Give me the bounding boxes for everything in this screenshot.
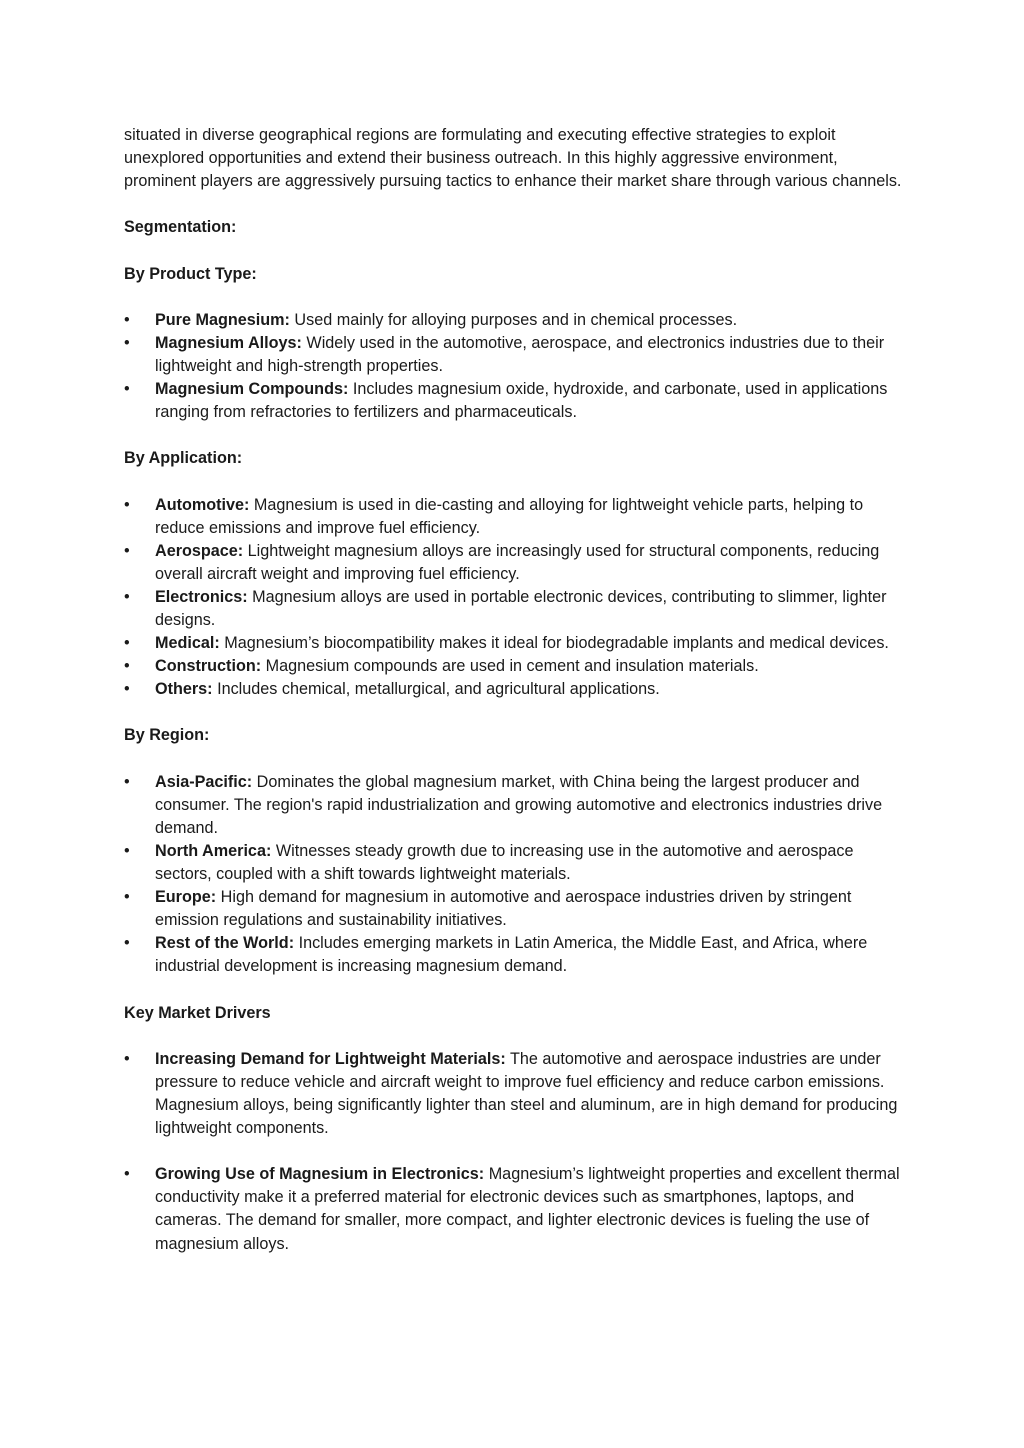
drivers-heading: Key Market Drivers bbox=[124, 1003, 271, 1022]
item-term: Growing Use of Magnesium in Electronics: bbox=[155, 1165, 485, 1184]
item-text: Includes chemical, metallurgical, and agricultural applications. bbox=[212, 680, 660, 699]
bullet-icon: • bbox=[124, 657, 130, 676]
item-text: Dominates the global magnesium market, with China being the largest producer and consumer. The region's rapid industrialization and growing automotive and electronics industries drive demand. bbox=[155, 772, 883, 837]
item-term: Construction: bbox=[155, 657, 262, 676]
bullet-icon: • bbox=[124, 380, 130, 399]
item-text: Magnesium’s lightweight properties and excellent thermal conductivity make it a preferred material for electronic devices such as smartphones, laptops, and cameras. The demand for smaller, more compact, and lighter electronic devices is fueling the use of magnesium alloys. bbox=[155, 1165, 900, 1253]
bullet-icon: • bbox=[124, 841, 130, 860]
item-text: Magnesium’s biocompatibility makes it ideal for biodegradable implants and medical devices. bbox=[219, 634, 889, 653]
item-term: Electronics: bbox=[155, 587, 248, 606]
list-item bbox=[124, 840, 914, 886]
region-heading: By Region: bbox=[124, 726, 210, 745]
bullet-icon: • bbox=[124, 587, 130, 606]
list-item bbox=[124, 378, 914, 424]
item-term: North America: bbox=[155, 841, 272, 860]
item-text: Includes emerging markets in Latin America, the Middle East, and Africa, where industrial development is increasing magnesium demand. bbox=[155, 934, 868, 976]
application-list bbox=[124, 494, 914, 702]
list-item bbox=[124, 886, 914, 932]
bullet-icon: • bbox=[124, 888, 130, 907]
region-list bbox=[124, 771, 914, 979]
bullet-icon: • bbox=[124, 1165, 130, 1184]
drivers-list bbox=[124, 1163, 914, 1255]
item-term: Others: bbox=[155, 680, 213, 699]
item-text: Used mainly for alloying purposes and in chemical processes. bbox=[289, 310, 738, 329]
list-item bbox=[124, 678, 914, 701]
item-text: Witnesses steady growth due to increasing use in the automotive and aerospace sectors, coupled with a shift towards lightweight materials. bbox=[155, 841, 854, 883]
bullet-icon: • bbox=[124, 934, 130, 953]
segmentation-heading: Segmentation: bbox=[124, 218, 237, 237]
list-item bbox=[124, 586, 914, 632]
list-item bbox=[124, 1048, 914, 1140]
drivers-list bbox=[124, 1048, 914, 1140]
list-item bbox=[124, 932, 914, 978]
item-term: Asia-Pacific: bbox=[155, 772, 253, 791]
bullet-icon: • bbox=[124, 333, 130, 352]
item-term: Pure Magnesium: bbox=[155, 310, 290, 329]
item-term: Magnesium Alloys: bbox=[155, 333, 302, 352]
item-term: Aerospace: bbox=[155, 541, 244, 560]
application-heading: By Application: bbox=[124, 449, 243, 468]
intro-paragraph: situated in diverse geographical regions are formulating and executing effective strategies to exploit unexplored opportunities and extend their business outreach. In this highly aggressive environment, prominent players are aggressively pursuing tactics to enhance their market share through various channels. bbox=[124, 126, 902, 191]
list-item bbox=[124, 771, 914, 840]
product-type-list bbox=[124, 309, 914, 424]
list-item bbox=[124, 655, 914, 678]
item-text: Magnesium compounds are used in cement and insulation materials. bbox=[261, 657, 759, 676]
item-term: Automotive: bbox=[155, 495, 250, 514]
product-type-heading: By Product Type: bbox=[124, 264, 257, 283]
item-term: Magnesium Compounds: bbox=[155, 380, 349, 399]
item-text: Widely used in the automotive, aerospace, and electronics industries due to their lightweight and high-strength properties. bbox=[155, 333, 885, 375]
bullet-icon: • bbox=[124, 310, 130, 329]
bullet-icon: • bbox=[124, 1049, 130, 1068]
bullet-icon: • bbox=[124, 634, 130, 653]
list-item bbox=[124, 1163, 914, 1255]
item-text: Includes magnesium oxide, hydroxide, and carbonate, used in applications ranging from refractories to fertilizers and pharmaceuticals. bbox=[155, 380, 888, 422]
bullet-icon: • bbox=[124, 541, 130, 560]
item-text: Magnesium alloys are used in portable electronic devices, contributing to slimmer, lighter designs. bbox=[155, 587, 887, 629]
item-text: Magnesium is used in die-casting and alloying for lightweight vehicle parts, helping to reduce emissions and improve fuel efficiency. bbox=[155, 495, 864, 537]
list-item bbox=[124, 494, 914, 540]
item-text: Lightweight magnesium alloys are increasingly used for structural components, reducing overall aircraft weight and improving fuel efficiency. bbox=[155, 541, 880, 583]
item-term: Rest of the World: bbox=[155, 934, 295, 953]
item-term: Increasing Demand for Lightweight Materials: bbox=[155, 1049, 506, 1068]
list-item bbox=[124, 332, 914, 378]
bullet-icon: • bbox=[124, 680, 130, 699]
list-item bbox=[124, 309, 914, 332]
bullet-icon: • bbox=[124, 772, 130, 791]
list-item bbox=[124, 632, 914, 655]
document-page bbox=[124, 124, 914, 1256]
item-term: Europe: bbox=[155, 888, 217, 907]
item-text: High demand for magnesium in automotive and aerospace industries driven by stringent emission regulations and sustainability initiatives. bbox=[155, 888, 852, 930]
bullet-icon: • bbox=[124, 495, 130, 514]
list-item bbox=[124, 540, 914, 586]
item-text: The automotive and aerospace industries are under pressure to reduce vehicle and aircraft weight to improve fuel efficiency and reduce carbon emissions. Magnesium alloys, being significantly lighter than steel and aluminum, are in high demand for producing lightweight components. bbox=[155, 1049, 898, 1138]
item-term: Medical: bbox=[155, 634, 220, 653]
